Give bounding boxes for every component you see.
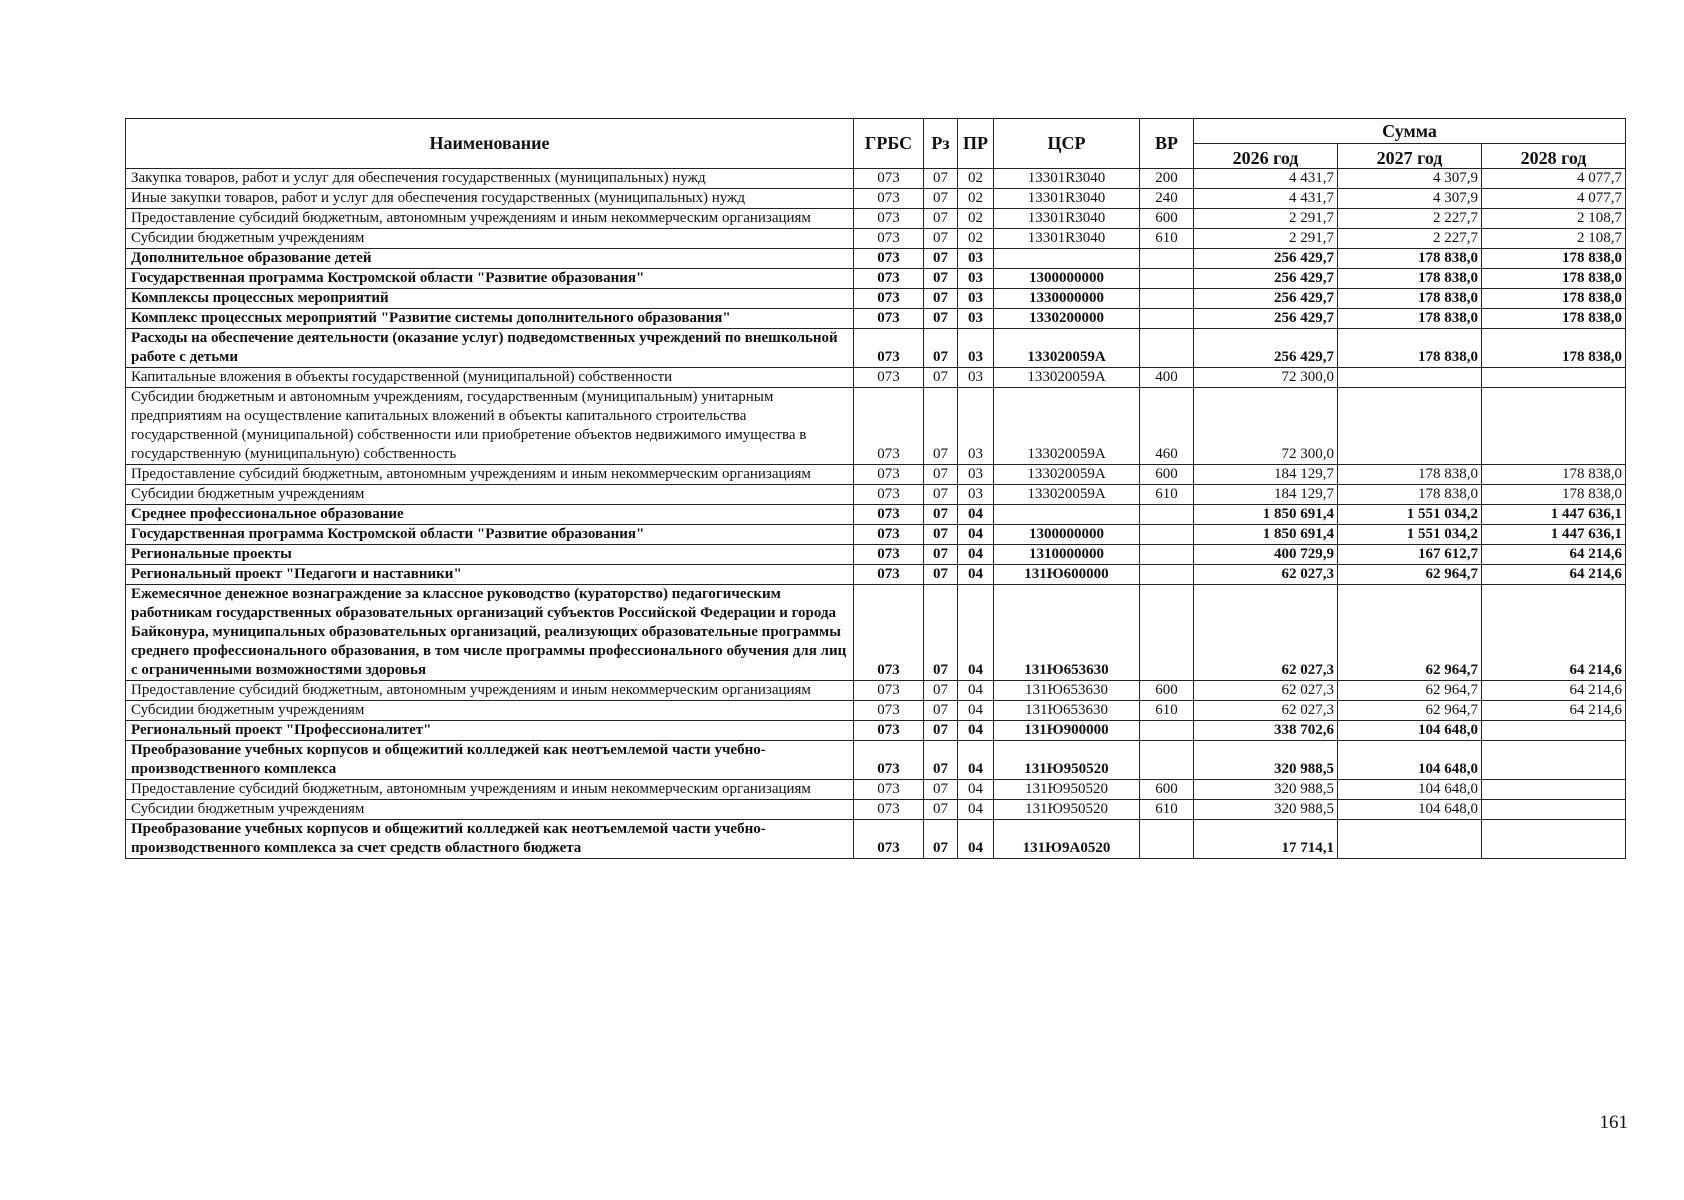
- cell-grbs: 073: [854, 820, 924, 859]
- cell-sum-2026: 4 431,7: [1194, 169, 1338, 189]
- header-vr: ВР: [1140, 119, 1194, 169]
- header-year-2027: 2027 год: [1338, 144, 1482, 169]
- cell-name: Субсидии бюджетным и автономным учреждениям, государственным (муниципальным) унитарным предприятиям на осуществление капитальных вложений в объекты капитального строительства государственной (муниципальной) собственности или приобретение объектов недвижимого имущества в государственную (муниципальную) собственность: [126, 388, 854, 465]
- cell-sum-2028: 178 838,0: [1482, 485, 1626, 505]
- table-row: [126, 701, 1626, 721]
- header-year-2026: 2026 год: [1194, 144, 1338, 169]
- cell-rz: 07: [924, 701, 958, 721]
- cell-vr: 600: [1140, 681, 1194, 701]
- cell-name: Капитальные вложения в объекты государственной (муниципальной) собственности: [126, 368, 854, 388]
- cell-csr: 131Ю653630: [994, 701, 1140, 721]
- cell-rz: 07: [924, 368, 958, 388]
- cell-grbs: 073: [854, 465, 924, 485]
- cell-grbs: 073: [854, 249, 924, 269]
- cell-sum-2027: [1338, 388, 1482, 465]
- table-row: [126, 565, 1626, 585]
- cell-sum-2027: [1338, 820, 1482, 859]
- table-row: [126, 209, 1626, 229]
- cell-sum-2028: [1482, 741, 1626, 780]
- cell-grbs: 073: [854, 485, 924, 505]
- cell-sum-2028: [1482, 820, 1626, 859]
- cell-vr: [1140, 269, 1194, 289]
- cell-sum-2028: [1482, 368, 1626, 388]
- cell-sum-2027: 178 838,0: [1338, 329, 1482, 368]
- table-body: [126, 169, 1626, 859]
- cell-csr: 131Ю653630: [994, 585, 1140, 681]
- cell-sum-2028: 1 447 636,1: [1482, 505, 1626, 525]
- cell-grbs: 073: [854, 309, 924, 329]
- cell-pr: 04: [958, 721, 994, 741]
- cell-name: Субсидии бюджетным учреждениям: [126, 800, 854, 820]
- cell-csr: 133020059А: [994, 388, 1140, 465]
- cell-name: Государственная программа Костромской области "Развитие образования": [126, 269, 854, 289]
- cell-sum-2028: [1482, 721, 1626, 741]
- cell-name: Субсидии бюджетным учреждениям: [126, 229, 854, 249]
- cell-grbs: 073: [854, 388, 924, 465]
- cell-pr: 03: [958, 485, 994, 505]
- cell-csr: 131Ю600000: [994, 565, 1140, 585]
- cell-grbs: 073: [854, 189, 924, 209]
- cell-csr: 133020059А: [994, 465, 1140, 485]
- cell-csr: 13301R3040: [994, 229, 1140, 249]
- cell-sum-2026: 320 988,5: [1194, 800, 1338, 820]
- cell-pr: 03: [958, 249, 994, 269]
- budget-table: [125, 118, 1626, 859]
- cell-csr: [994, 505, 1140, 525]
- cell-vr: 460: [1140, 388, 1194, 465]
- cell-sum-2026: 256 429,7: [1194, 309, 1338, 329]
- cell-sum-2026: 256 429,7: [1194, 249, 1338, 269]
- cell-sum-2027: 1 551 034,2: [1338, 525, 1482, 545]
- cell-grbs: 073: [854, 368, 924, 388]
- cell-vr: 610: [1140, 701, 1194, 721]
- table-row: [126, 681, 1626, 701]
- cell-pr: 03: [958, 388, 994, 465]
- cell-rz: 07: [924, 721, 958, 741]
- cell-sum-2026: 62 027,3: [1194, 701, 1338, 721]
- cell-csr: 131Ю653630: [994, 681, 1140, 701]
- cell-csr: 131Ю950520: [994, 741, 1140, 780]
- cell-rz: 07: [924, 681, 958, 701]
- cell-csr: 1300000000: [994, 269, 1140, 289]
- table-row: [126, 169, 1626, 189]
- cell-sum-2026: 62 027,3: [1194, 565, 1338, 585]
- cell-sum-2028: 2 108,7: [1482, 229, 1626, 249]
- cell-sum-2027: 104 648,0: [1338, 780, 1482, 800]
- header-sum: Сумма: [1194, 119, 1626, 144]
- cell-vr: [1140, 525, 1194, 545]
- cell-sum-2027: 104 648,0: [1338, 741, 1482, 780]
- cell-vr: [1140, 741, 1194, 780]
- cell-grbs: 073: [854, 525, 924, 545]
- cell-csr: 1330000000: [994, 289, 1140, 309]
- cell-rz: 07: [924, 249, 958, 269]
- cell-sum-2026: 17 714,1: [1194, 820, 1338, 859]
- table-row: [126, 525, 1626, 545]
- cell-sum-2027: 2 227,7: [1338, 229, 1482, 249]
- cell-pr: 04: [958, 681, 994, 701]
- cell-rz: 07: [924, 269, 958, 289]
- cell-name: Предоставление субсидий бюджетным, автономным учреждениям и иным некоммерческим организациям: [126, 681, 854, 701]
- cell-name: Предоставление субсидий бюджетным, автономным учреждениям и иным некоммерческим организациям: [126, 209, 854, 229]
- cell-grbs: 073: [854, 505, 924, 525]
- cell-pr: 02: [958, 209, 994, 229]
- cell-rz: 07: [924, 189, 958, 209]
- cell-rz: 07: [924, 820, 958, 859]
- cell-csr: 133020059А: [994, 329, 1140, 368]
- cell-csr: 13301R3040: [994, 189, 1140, 209]
- cell-sum-2027: 62 964,7: [1338, 681, 1482, 701]
- table-row: [126, 229, 1626, 249]
- cell-sum-2026: 4 431,7: [1194, 189, 1338, 209]
- cell-pr: 03: [958, 289, 994, 309]
- cell-sum-2026: 72 300,0: [1194, 388, 1338, 465]
- table-row: [126, 269, 1626, 289]
- cell-sum-2026: 2 291,7: [1194, 229, 1338, 249]
- table-row: [126, 465, 1626, 485]
- cell-csr: 1310000000: [994, 545, 1140, 565]
- cell-vr: 200: [1140, 169, 1194, 189]
- cell-sum-2027: 167 612,7: [1338, 545, 1482, 565]
- cell-sum-2028: 4 077,7: [1482, 189, 1626, 209]
- cell-sum-2026: 320 988,5: [1194, 741, 1338, 780]
- cell-pr: 04: [958, 525, 994, 545]
- cell-pr: 03: [958, 329, 994, 368]
- cell-sum-2028: 64 214,6: [1482, 585, 1626, 681]
- header-name: Наименование: [126, 119, 854, 169]
- cell-sum-2028: 178 838,0: [1482, 309, 1626, 329]
- cell-sum-2027: [1338, 368, 1482, 388]
- cell-csr: 1300000000: [994, 525, 1140, 545]
- cell-grbs: 073: [854, 209, 924, 229]
- cell-name: Комплекс процессных мероприятий "Развитие системы дополнительного образования": [126, 309, 854, 329]
- cell-csr: 1330200000: [994, 309, 1140, 329]
- cell-vr: 610: [1140, 229, 1194, 249]
- header-rz: Рз: [924, 119, 958, 169]
- cell-pr: 04: [958, 780, 994, 800]
- cell-vr: [1140, 545, 1194, 565]
- cell-grbs: 073: [854, 585, 924, 681]
- cell-sum-2027: 178 838,0: [1338, 289, 1482, 309]
- cell-name: Ежемесячное денежное вознаграждение за классное руководство (кураторство) педагогическим работникам государственных образовательных организаций субъектов Российской Федерации и города Байконура, муниципальных образовательных организаций, реализующих образовательные программы среднего профессионального образования, в том числе программы профессионального обучения для лиц с ограниченными возможностями здоровья: [126, 585, 854, 681]
- cell-pr: 04: [958, 585, 994, 681]
- cell-grbs: 073: [854, 289, 924, 309]
- table-header: [126, 119, 1626, 169]
- cell-sum-2028: [1482, 800, 1626, 820]
- cell-pr: 02: [958, 169, 994, 189]
- cell-vr: 600: [1140, 209, 1194, 229]
- cell-sum-2026: 184 129,7: [1194, 465, 1338, 485]
- table-row: [126, 585, 1626, 681]
- cell-grbs: 073: [854, 741, 924, 780]
- cell-sum-2028: 178 838,0: [1482, 269, 1626, 289]
- cell-sum-2028: [1482, 388, 1626, 465]
- cell-rz: 07: [924, 505, 958, 525]
- cell-grbs: 073: [854, 269, 924, 289]
- cell-name: Закупка товаров, работ и услуг для обеспечения государственных (муниципальных) нужд: [126, 169, 854, 189]
- table-row: [126, 741, 1626, 780]
- cell-sum-2028: 2 108,7: [1482, 209, 1626, 229]
- table-row: [126, 485, 1626, 505]
- cell-vr: 240: [1140, 189, 1194, 209]
- cell-name: Преобразование учебных корпусов и общежитий колледжей как неотъемлемой части учебно-производственного комплекса: [126, 741, 854, 780]
- cell-grbs: 073: [854, 780, 924, 800]
- cell-sum-2028: 64 214,6: [1482, 701, 1626, 721]
- cell-sum-2026: 1 850 691,4: [1194, 505, 1338, 525]
- cell-vr: 600: [1140, 780, 1194, 800]
- cell-sum-2027: 62 964,7: [1338, 585, 1482, 681]
- cell-pr: 03: [958, 465, 994, 485]
- cell-pr: 03: [958, 269, 994, 289]
- cell-vr: [1140, 565, 1194, 585]
- cell-pr: 04: [958, 565, 994, 585]
- cell-sum-2027: 1 551 034,2: [1338, 505, 1482, 525]
- cell-name: Субсидии бюджетным учреждениям: [126, 485, 854, 505]
- cell-sum-2027: 178 838,0: [1338, 485, 1482, 505]
- cell-sum-2026: 400 729,9: [1194, 545, 1338, 565]
- table-row: [126, 309, 1626, 329]
- cell-sum-2026: 256 429,7: [1194, 329, 1338, 368]
- cell-rz: 07: [924, 780, 958, 800]
- cell-csr: 131Ю9А0520: [994, 820, 1140, 859]
- cell-csr: 13301R3040: [994, 169, 1140, 189]
- header-csr: ЦСР: [994, 119, 1140, 169]
- cell-sum-2026: 62 027,3: [1194, 585, 1338, 681]
- cell-csr: 131Ю950520: [994, 780, 1140, 800]
- cell-csr: 133020059А: [994, 485, 1140, 505]
- cell-sum-2027: 178 838,0: [1338, 249, 1482, 269]
- cell-vr: [1140, 329, 1194, 368]
- table-row: [126, 721, 1626, 741]
- cell-sum-2028: 1 447 636,1: [1482, 525, 1626, 545]
- cell-rz: 07: [924, 485, 958, 505]
- cell-sum-2028: 64 214,6: [1482, 565, 1626, 585]
- cell-name: Субсидии бюджетным учреждениям: [126, 701, 854, 721]
- cell-sum-2026: 256 429,7: [1194, 289, 1338, 309]
- table-row: [126, 800, 1626, 820]
- cell-name: Расходы на обеспечение деятельности (оказание услуг) подведомственных учреждений по внешкольной работе с детьми: [126, 329, 854, 368]
- table-row: [126, 189, 1626, 209]
- cell-sum-2027: 104 648,0: [1338, 800, 1482, 820]
- cell-sum-2026: 2 291,7: [1194, 209, 1338, 229]
- cell-grbs: 073: [854, 545, 924, 565]
- cell-pr: 04: [958, 545, 994, 565]
- cell-sum-2028: 178 838,0: [1482, 289, 1626, 309]
- table-row: [126, 820, 1626, 859]
- cell-csr: [994, 249, 1140, 269]
- cell-name: Среднее профессиональное образование: [126, 505, 854, 525]
- cell-sum-2027: 178 838,0: [1338, 465, 1482, 485]
- cell-rz: 07: [924, 741, 958, 780]
- cell-sum-2026: 1 850 691,4: [1194, 525, 1338, 545]
- cell-sum-2028: [1482, 780, 1626, 800]
- cell-csr: 133020059А: [994, 368, 1140, 388]
- cell-sum-2028: 178 838,0: [1482, 249, 1626, 269]
- table-row: [126, 505, 1626, 525]
- cell-pr: 04: [958, 800, 994, 820]
- cell-sum-2027: 62 964,7: [1338, 701, 1482, 721]
- cell-name: Дополнительное образование детей: [126, 249, 854, 269]
- cell-rz: 07: [924, 209, 958, 229]
- cell-sum-2026: 320 988,5: [1194, 780, 1338, 800]
- cell-vr: [1140, 721, 1194, 741]
- cell-name: Региональные проекты: [126, 545, 854, 565]
- header-grbs: ГРБС: [854, 119, 924, 169]
- cell-rz: 07: [924, 289, 958, 309]
- cell-csr: 131Ю950520: [994, 800, 1140, 820]
- cell-sum-2026: 338 702,6: [1194, 721, 1338, 741]
- cell-grbs: 073: [854, 681, 924, 701]
- cell-rz: 07: [924, 309, 958, 329]
- table-row: [126, 368, 1626, 388]
- cell-vr: [1140, 289, 1194, 309]
- cell-sum-2028: 64 214,6: [1482, 545, 1626, 565]
- cell-vr: [1140, 505, 1194, 525]
- cell-rz: 07: [924, 329, 958, 368]
- cell-grbs: 073: [854, 800, 924, 820]
- cell-pr: 04: [958, 505, 994, 525]
- cell-name: Государственная программа Костромской области "Развитие образования": [126, 525, 854, 545]
- cell-vr: 600: [1140, 465, 1194, 485]
- cell-rz: 07: [924, 229, 958, 249]
- cell-sum-2026: 256 429,7: [1194, 269, 1338, 289]
- cell-sum-2026: 72 300,0: [1194, 368, 1338, 388]
- table-row: [126, 289, 1626, 309]
- cell-pr: 02: [958, 229, 994, 249]
- cell-name: Региональный проект "Педагоги и наставники": [126, 565, 854, 585]
- cell-sum-2028: 178 838,0: [1482, 465, 1626, 485]
- cell-name: Комплексы процессных мероприятий: [126, 289, 854, 309]
- cell-grbs: 073: [854, 169, 924, 189]
- cell-name: Предоставление субсидий бюджетным, автономным учреждениям и иным некоммерческим организациям: [126, 465, 854, 485]
- cell-sum-2027: 4 307,9: [1338, 189, 1482, 209]
- cell-vr: [1140, 309, 1194, 329]
- cell-sum-2027: 104 648,0: [1338, 721, 1482, 741]
- cell-sum-2028: 4 077,7: [1482, 169, 1626, 189]
- cell-csr: 131Ю900000: [994, 721, 1140, 741]
- header-pr: ПР: [958, 119, 994, 169]
- page-number: 161: [1599, 1112, 1628, 1133]
- cell-sum-2028: 64 214,6: [1482, 681, 1626, 701]
- cell-rz: 07: [924, 169, 958, 189]
- cell-sum-2026: 62 027,3: [1194, 681, 1338, 701]
- cell-vr: [1140, 249, 1194, 269]
- cell-sum-2027: 62 964,7: [1338, 565, 1482, 585]
- table-row: [126, 780, 1626, 800]
- cell-rz: 07: [924, 545, 958, 565]
- cell-grbs: 073: [854, 329, 924, 368]
- cell-name: Иные закупки товаров, работ и услуг для обеспечения государственных (муниципальных) нужд: [126, 189, 854, 209]
- cell-rz: 07: [924, 565, 958, 585]
- cell-vr: 610: [1140, 800, 1194, 820]
- cell-sum-2027: 2 227,7: [1338, 209, 1482, 229]
- cell-sum-2027: 178 838,0: [1338, 269, 1482, 289]
- cell-sum-2027: 4 307,9: [1338, 169, 1482, 189]
- cell-rz: 07: [924, 525, 958, 545]
- cell-pr: 04: [958, 701, 994, 721]
- cell-vr: 400: [1140, 368, 1194, 388]
- table-row: [126, 329, 1626, 368]
- cell-sum-2026: 184 129,7: [1194, 485, 1338, 505]
- cell-grbs: 073: [854, 229, 924, 249]
- cell-pr: 04: [958, 741, 994, 780]
- cell-vr: [1140, 820, 1194, 859]
- cell-csr: 13301R3040: [994, 209, 1140, 229]
- cell-vr: [1140, 585, 1194, 681]
- header-year-2028: 2028 год: [1482, 144, 1626, 169]
- cell-name: Региональный проект "Профессионалитет": [126, 721, 854, 741]
- cell-pr: 04: [958, 820, 994, 859]
- cell-rz: 07: [924, 465, 958, 485]
- cell-sum-2027: 178 838,0: [1338, 309, 1482, 329]
- cell-rz: 07: [924, 800, 958, 820]
- cell-grbs: 073: [854, 721, 924, 741]
- cell-pr: 02: [958, 189, 994, 209]
- cell-grbs: 073: [854, 565, 924, 585]
- cell-grbs: 073: [854, 701, 924, 721]
- cell-pr: 03: [958, 368, 994, 388]
- cell-name: Преобразование учебных корпусов и общежитий колледжей как неотъемлемой части учебно-производственного комплекса за счет средств областного бюджета: [126, 820, 854, 859]
- cell-rz: 07: [924, 585, 958, 681]
- table-row: [126, 388, 1626, 465]
- cell-vr: 610: [1140, 485, 1194, 505]
- cell-sum-2028: 178 838,0: [1482, 329, 1626, 368]
- cell-name: Предоставление субсидий бюджетным, автономным учреждениям и иным некоммерческим организациям: [126, 780, 854, 800]
- cell-rz: 07: [924, 388, 958, 465]
- cell-pr: 03: [958, 309, 994, 329]
- table-row: [126, 545, 1626, 565]
- table-row: [126, 249, 1626, 269]
